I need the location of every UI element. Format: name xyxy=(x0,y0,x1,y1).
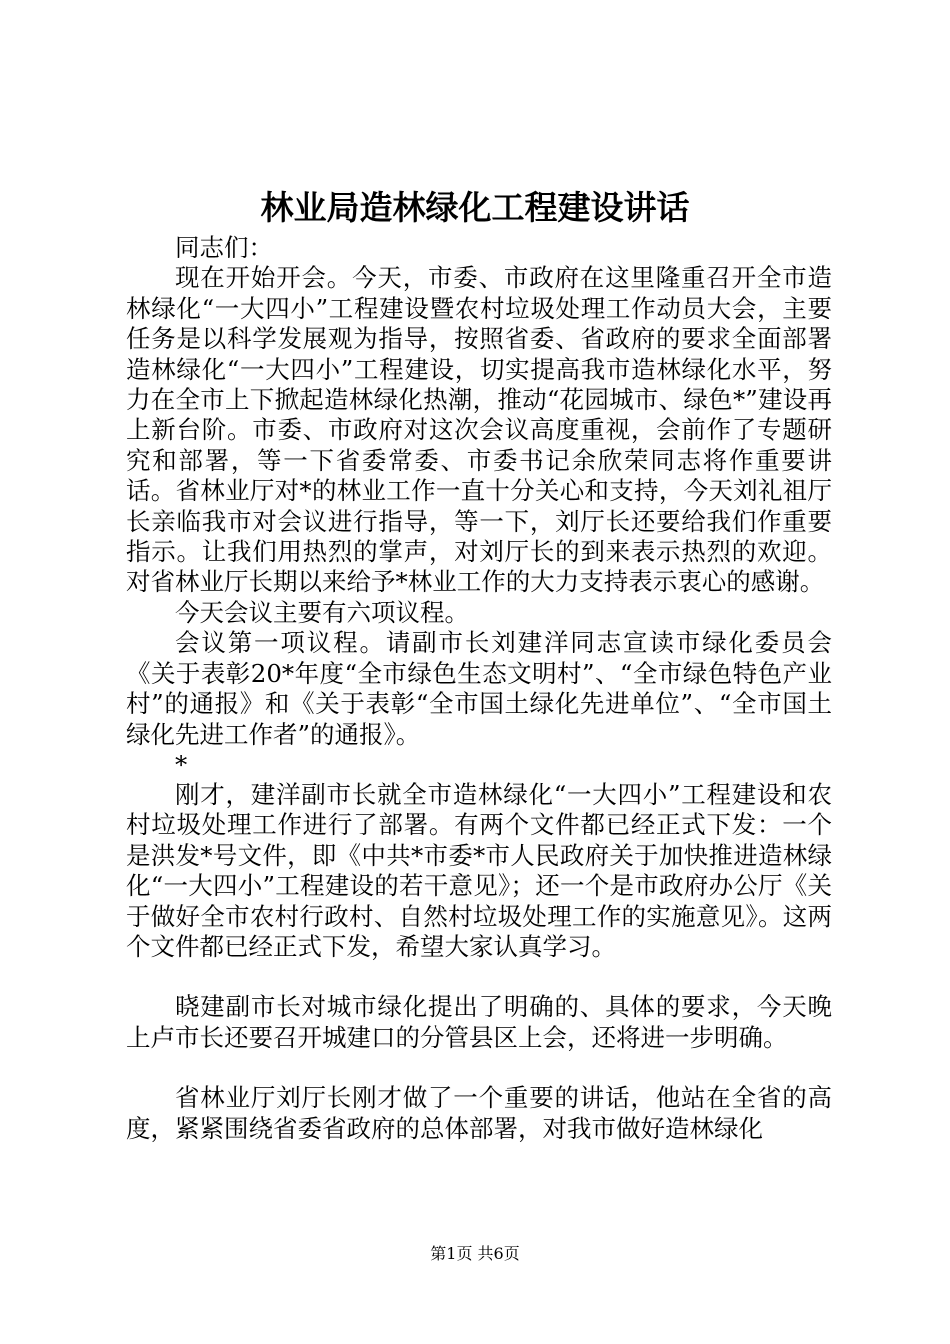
document-body xyxy=(126,233,832,1144)
page-number-footer: 第1页 共6页 xyxy=(430,1244,520,1263)
paragraph-agenda: 今天会议主要有六项议程。 xyxy=(175,597,469,627)
salutation: 同志们： xyxy=(175,233,273,262)
paragraph-first-item: 会议第一项议程。请副市长刘建洋同志宣读市绿化委员会《关于表彰20*年度“全市绿色生态文明村”、“全市绿色特色产业村”的通报》和《关于表彰“全市国土绿化先进单位”、“全市国土绿化先进工作者”的通报》。 xyxy=(126,628,832,749)
paragraph-deployment: 刚才，建洋副市长就全市造林绿化“一大四小”工程建设和农村垃圾处理工作进行了部署。有两个文件都已经正式下发：一个是洪发*号文件，即《中共*市委*市人民政府关于加快推进造林绿化“一大四小”工程建设的若干意见》；还一个是市政府办公厅《关于做好全市农村行政村、自然村垃圾处理工作的实施意见》。这两个文件都已经正式下发，希望大家认真学习。 xyxy=(126,779,832,961)
document-title: 林业局造林绿化工程建设讲话 xyxy=(260,188,690,227)
paragraph-opening: 现在开始开会。今天，市委、市政府在这里隆重召开全市造林绿化“一大四小”工程建设暨农村垃圾处理工作动员大会，主要任务是以科学发展观为指导，按照省委、省政府的要求全面部署造林绿化“一大四小”工程建设，切实提高我市造林绿化水平，努力在全市上下掀起造林绿化热潮，推动“花园城市、绿色*”建设再上新台阶。市委、市政府对这次会议高度重视，会前作了专题研究和部署，等一下省委常委、市委书记余欣荣同志将作重要讲话。省林业厅对*的林业工作一直十分关心和支持，今天刘礼祖厅长亲临我市对会议进行指导，等一下，刘厅长还要给我们作重要指示。让我们用热烈的掌声，对刘厅长的到来表示热烈的欢迎。对省林业厅长期以来给予*林业工作的大力支持表示衷心的感谢。 xyxy=(126,263,832,597)
paragraph-provincial-speech: 省林业厅刘厅长刚才做了一个重要的讲话，他站在全省的高度，紧紧围绕省委省政府的总体部署，对我市做好造林绿化 xyxy=(126,1083,832,1143)
paragraph-star: * xyxy=(175,749,188,779)
paragraph-city-greening: 晓建副市长对城市绿化提出了明确的、具体的要求，今天晚上卢市长还要召开城建口的分管县区上会，还将进一步明确。 xyxy=(126,992,832,1052)
